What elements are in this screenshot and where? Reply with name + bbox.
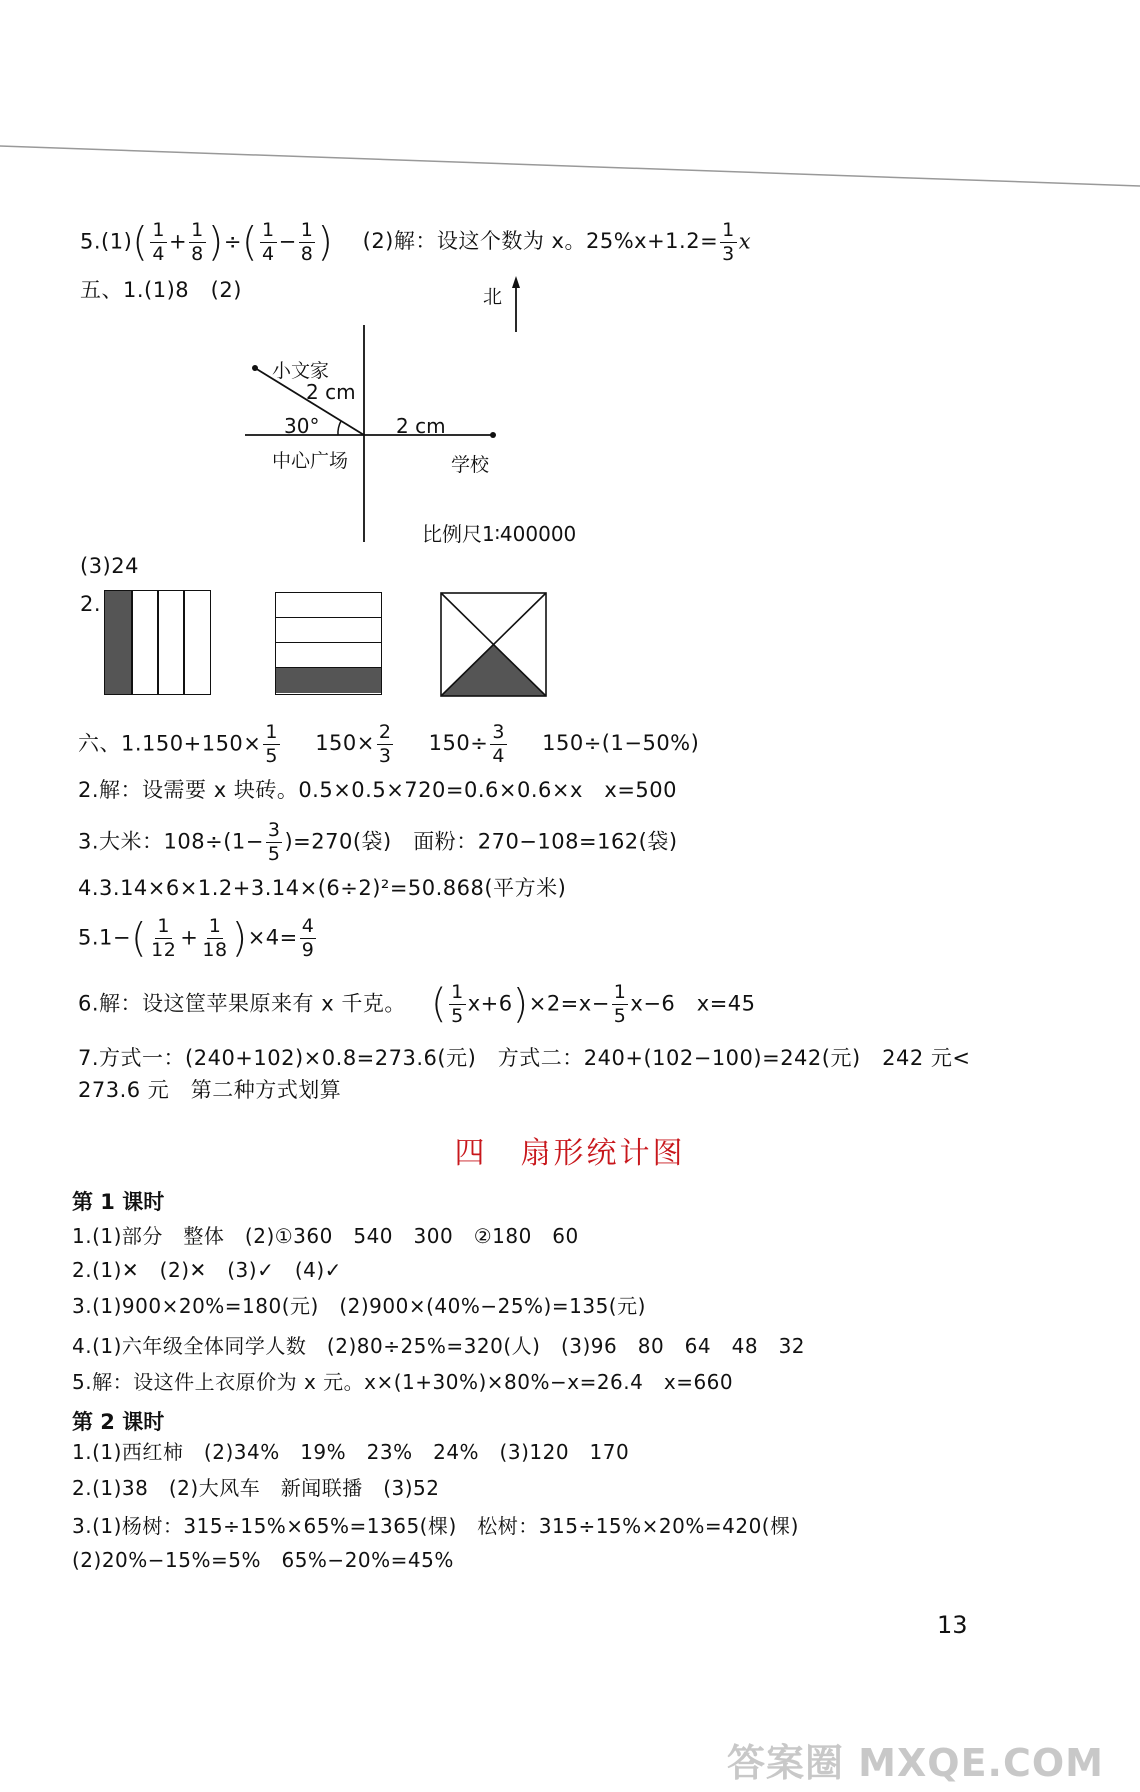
top-rule xyxy=(0,0,1140,200)
lesson-1-line: 4.(1)六年级全体同学人数 (2)80÷25%=320(人) (3)96 80 64 48 32 xyxy=(72,1334,806,1358)
shaded-strip xyxy=(105,591,131,694)
distance-label-2: 2 cm xyxy=(396,414,446,438)
s6-line-1: 六、1.150+150× $\frac{1}{5}$ 150× $\frac{2}{3}$ 150÷ $\frac{3}{4}$ 150÷(1−50%) xyxy=(78,721,700,767)
s6-line-7: 7.方式一：(240+102)×0.8=273.6(元) 方式二：240+(102−100)=242(元) 242 元< xyxy=(78,1046,971,1070)
north-label: 北 xyxy=(483,286,503,308)
lesson-2-line: 1.(1)西红柿 (2)34% 19% 23% 24% (3)120 170 xyxy=(72,1440,630,1464)
lesson-1-line: 3.(1)900×20%=180(元) (2)900×(40%−25%)=135(元) xyxy=(72,1294,646,1318)
lesson-1-line: 2.(1)✕ (2)✕ (3)✓ (4)✓ xyxy=(72,1258,342,1282)
figure-horizontal-strips xyxy=(275,592,382,695)
s6-line-5: 5.1−( $\frac{1}{12}$ + $\frac{1}{18}$ )×4= $\frac{4}{9}$ xyxy=(78,915,315,962)
q5-line: 5.(1)( $\frac{1}{4}$ + $\frac{1}{8}$ )÷( $\frac{1}{4}$ − $\frac{1}{8}$ ) (2)解：设这个数为 x。25%x+1.2= $\frac{1}{3}$ x xyxy=(80,219,752,266)
shaded-triangle xyxy=(441,644,546,696)
figure-diagonal-square xyxy=(440,592,548,698)
section5-label: 五、1.(1)8 (2) xyxy=(80,278,242,302)
answer-5-3: (3)24 xyxy=(80,554,139,578)
answer-5-2: 2. xyxy=(80,592,102,616)
watermark-logo: 答案圈 MXQE.COM xyxy=(726,1741,1104,1786)
school-label: 学校 xyxy=(451,454,490,476)
distance-label-1: 2 cm xyxy=(306,380,356,404)
home-label: 小文家 xyxy=(272,360,330,382)
lesson-2-line: (2)20%−15%=5% 65%−20%=45% xyxy=(72,1548,454,1572)
center-label: 中心广场 xyxy=(272,450,349,472)
chapter-title: 四 扇形统计图 xyxy=(454,1136,686,1171)
scale-label: 比例尺1∶400000 xyxy=(422,522,577,546)
s6-line-8: 273.6 元 第二种方式划算 xyxy=(78,1078,342,1102)
s6-line-6: 6.解：设这筐苹果原来有 x 千克。 ( $\frac{1}{5}$ x+6)×2=x− $\frac{1}{5}$ x−6 x=45 xyxy=(78,981,756,1028)
lesson-1-title: 第 1 课时 xyxy=(72,1190,165,1214)
lesson-2-line: 3.(1)杨树：315÷15%×65%=1365(棵) 松树：315÷15%×20%=420(棵) xyxy=(72,1514,799,1538)
map-diagram xyxy=(230,270,630,550)
page-number: 13 xyxy=(937,1611,968,1639)
lesson-1-line: 5.解：设这件上衣原价为 x 元。x×(1+30%)×80%−x=26.4 x=660 xyxy=(72,1370,734,1394)
figure-vertical-strips xyxy=(104,590,211,695)
s6-line-4: 4.3.14×6×1.2+3.14×(6÷2)²=50.868(平方米) xyxy=(78,876,567,900)
lesson-2-line: 2.(1)38 (2)大风车 新闻联播 (3)52 xyxy=(72,1476,440,1500)
s6-line-2: 2.解：设需要 x 块砖。0.5×0.5×720=0.6×0.6×x x=500 xyxy=(78,778,677,802)
angle-label: 30° xyxy=(284,414,320,438)
s6-line-3: 3.大米：108÷(1− $\frac{3}{5}$ )=270(袋) 面粉：270−108=162(袋) xyxy=(78,819,678,865)
shaded-strip xyxy=(276,668,381,693)
lesson-1-line: 1.(1)部分 整体 (2)①360 540 300 ②180 60 xyxy=(72,1224,579,1248)
lesson-2-title: 第 2 课时 xyxy=(72,1410,165,1434)
